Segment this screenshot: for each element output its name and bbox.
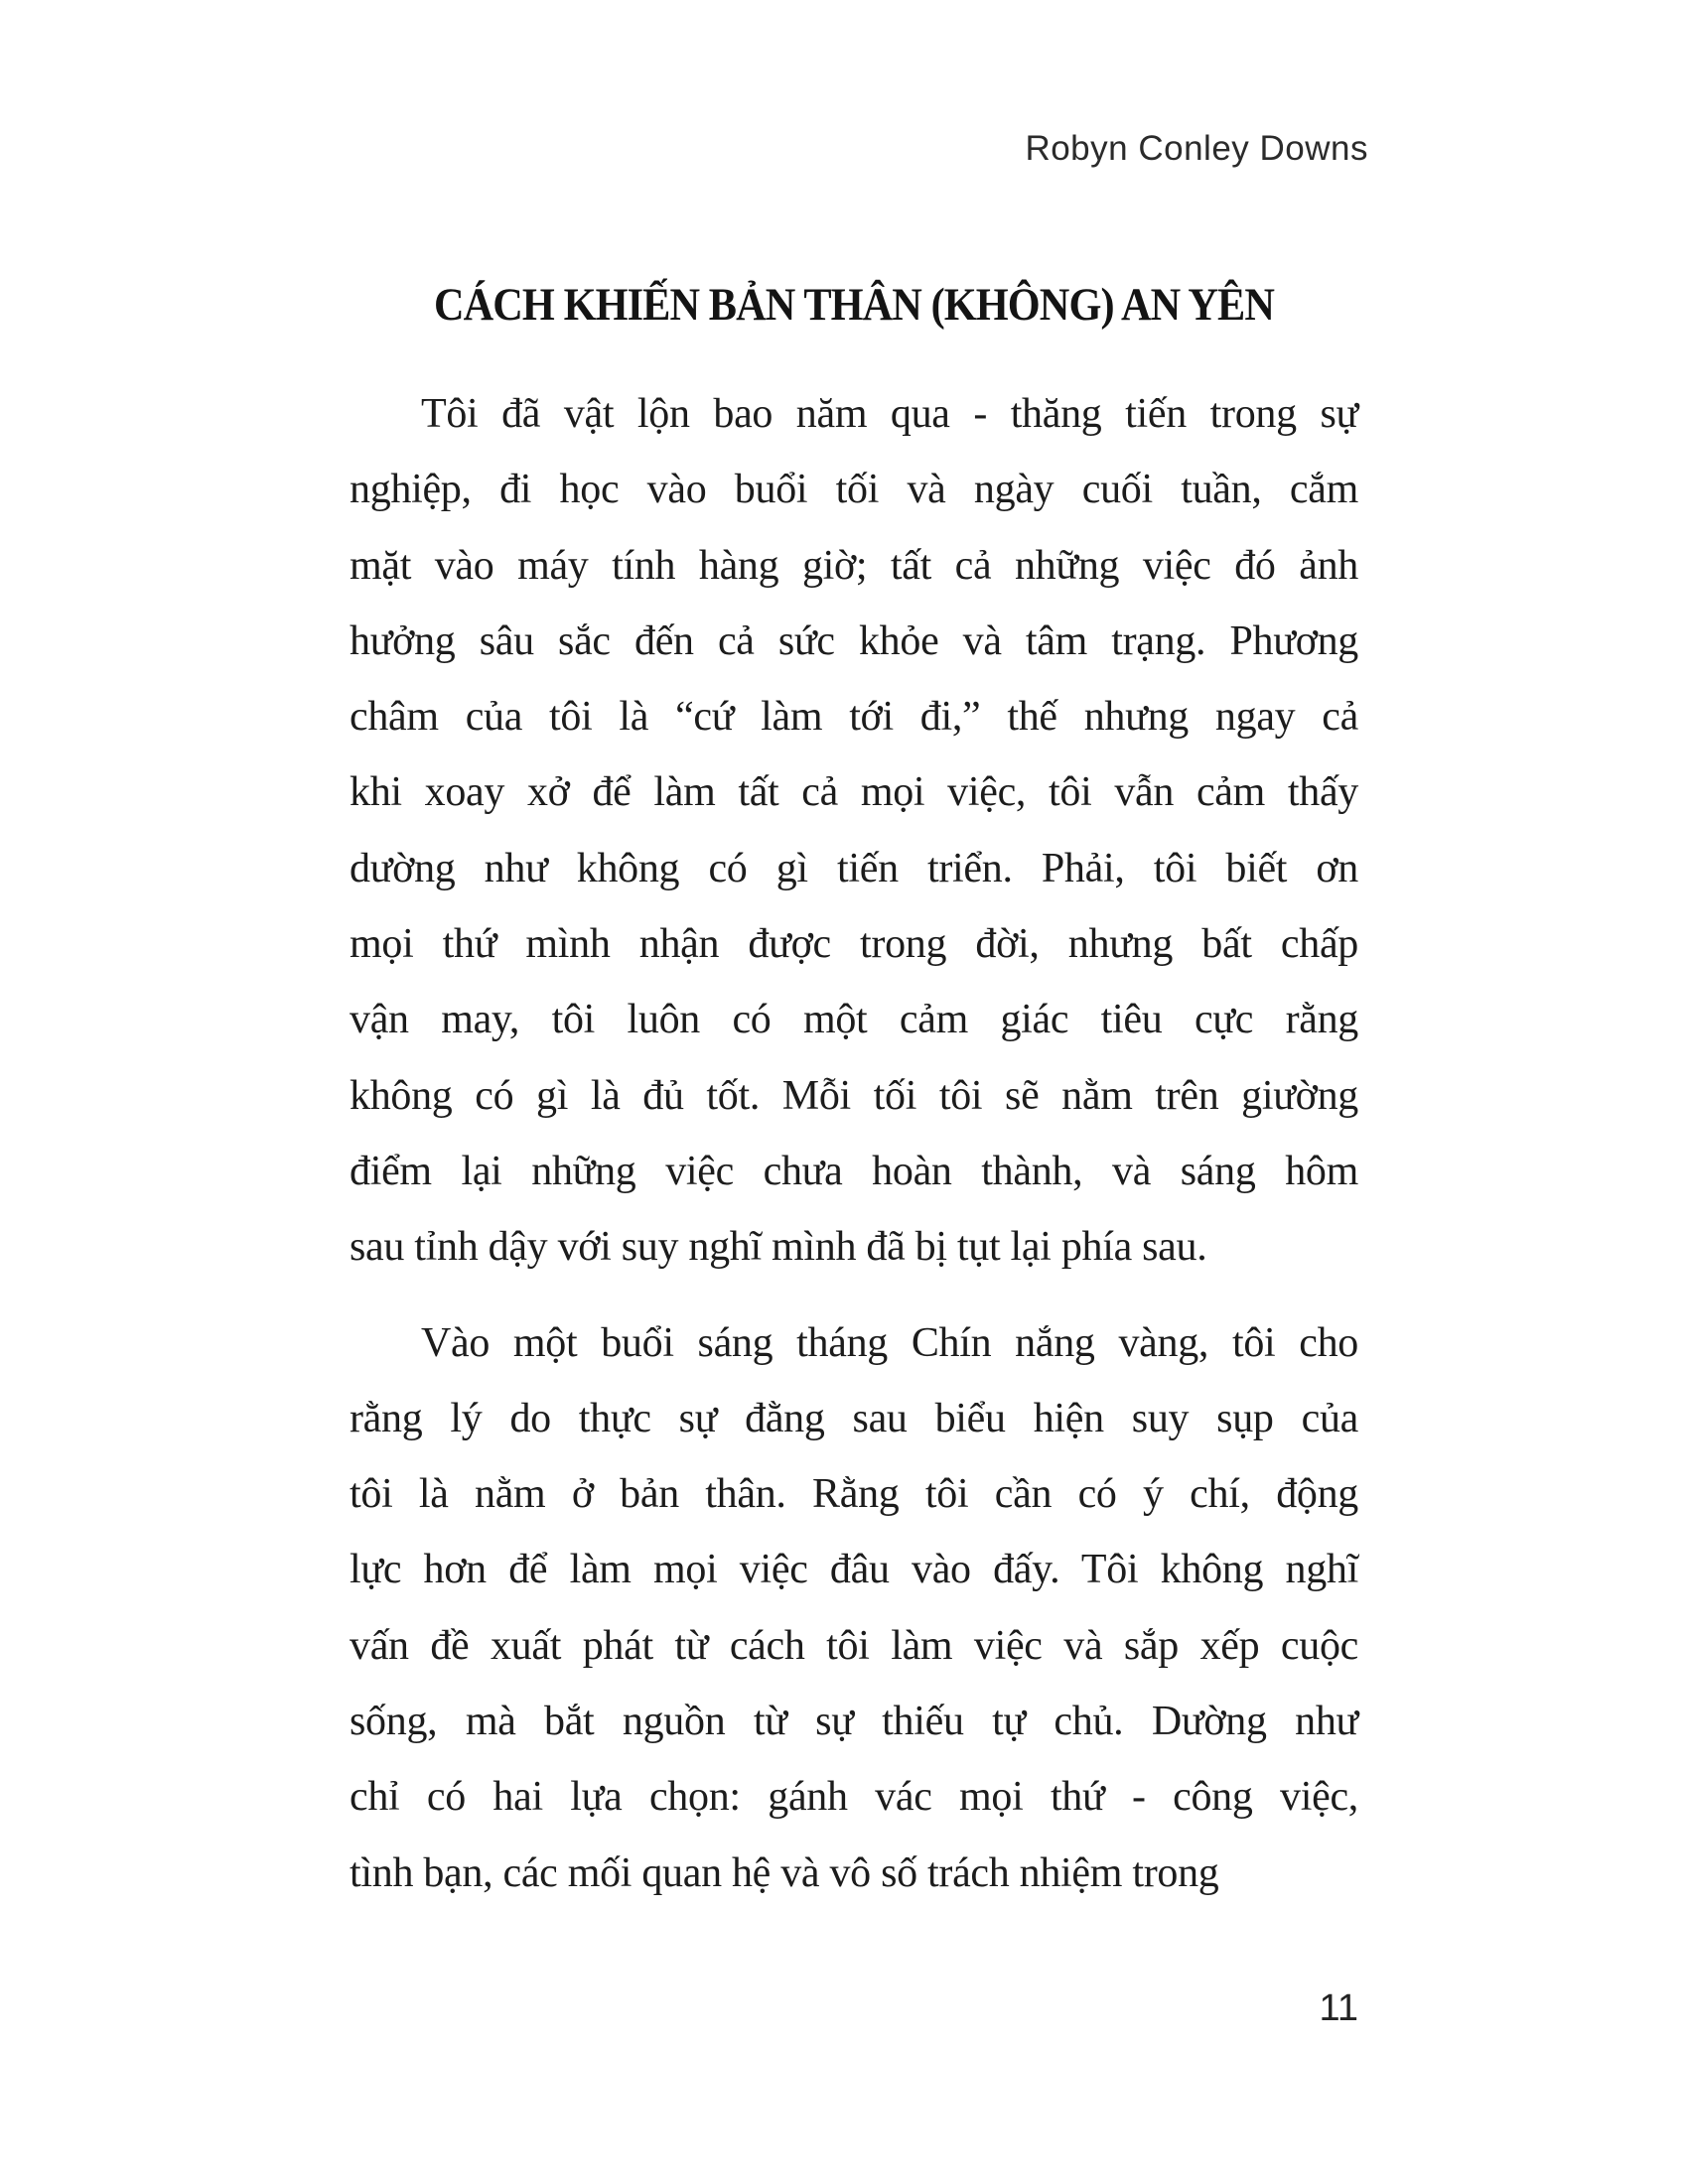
text-line: tôi là nằm ở bản thân. Rằng tôi cần có ý chí, động [350,1471,1358,1518]
text-line: tình bạn, các mối quan hệ và vô số trách nhiệm trong [350,1849,1219,1896]
text-line: sống, mà bắt nguồn từ sự thiếu tự chủ. Dường như [350,1699,1358,1745]
text-line: mọi thứ mình nhận được trong đời, nhưng bất chấp [350,921,1358,968]
text-line: hưởng sâu sắc đến cả sức khỏe và tâm trạng. Phương [350,617,1358,664]
text-line: lực hơn để làm mọi việc đâu vào đấy. Tôi không nghĩ [350,1547,1358,1593]
text-line: chỉ có hai lựa chọn: gánh vác mọi thứ - công việc, [350,1774,1358,1821]
text-line: nghiệp, đi học vào buổi tối và ngày cuối tuần, cắm [350,467,1358,513]
text-line: rằng lý do thực sự đằng sau biểu hiện suy sụp của [350,1395,1358,1441]
chapter-title: CÁCH KHIẾN BẢN THÂN (KHÔNG) AN YÊN [433,279,1274,331]
text-line: vận may, tôi luôn có một cảm giác tiêu cực rằng [350,997,1358,1043]
page-number: 11 [1319,1987,1358,2029]
text-line: không có gì là đủ tốt. Mỗi tối tôi sẽ nằm trên giường [350,1072,1358,1119]
text-line: dường như không có gì tiến triển. Phải, tôi biết ơn [350,845,1358,891]
text-line: Vào một buổi sáng tháng Chín nắng vàng, tôi cho [421,1319,1358,1366]
body-paragraph [350,1305,1358,1911]
text-line: châm của tôi là “cứ làm tới đi,” thế nhưng ngay cả [350,694,1358,741]
body-text [350,376,1358,1911]
body-paragraph [350,376,1358,1286]
text-line: Tôi đã vật lộn bao năm qua - thăng tiến trong sự [421,391,1358,437]
text-line: sau tỉnh dậy với suy nghĩ mình đã bị tụt lại phía sau. [350,1224,1207,1271]
text-line: mặt vào máy tính hàng giờ; tất cả những việc đó ảnh [350,542,1358,589]
text-line: khi xoay xở để làm tất cả mọi việc, tôi vẫn cảm thấy [350,769,1358,816]
text-line: vấn đề xuất phát từ cách tôi làm việc và sắp xếp cuộc [350,1622,1358,1669]
running-header-author: Robyn Conley Downs [1025,129,1368,168]
text-line: điểm lại những việc chưa hoàn thành, và sáng hôm [350,1148,1358,1194]
